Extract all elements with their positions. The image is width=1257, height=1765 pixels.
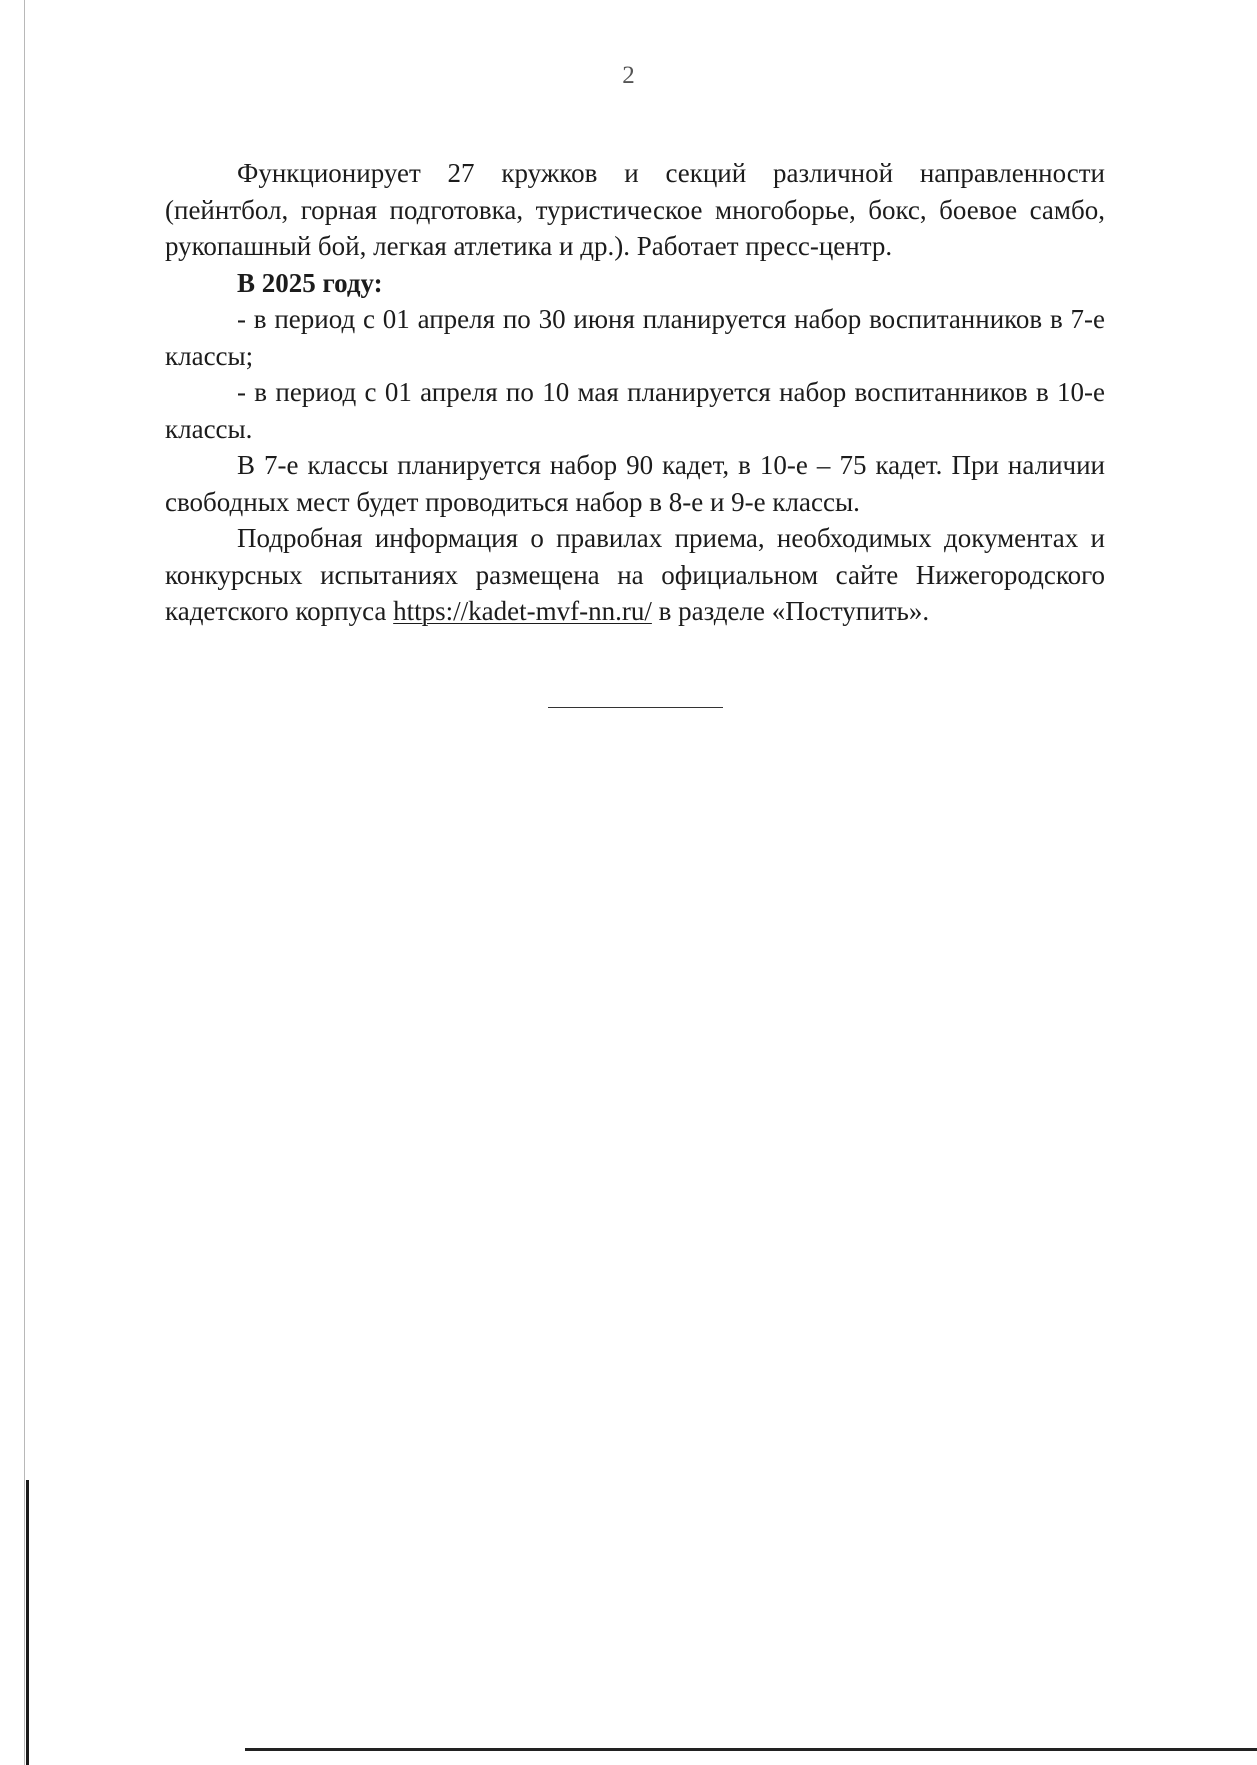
page-number: 2 [622, 62, 635, 89]
paragraph-admission-grade-7: - в период с 01 апреля по 30 июня планируется набор воспитанников в 7-е классы; [165, 304, 1105, 371]
scan-edge-bottom [245, 1748, 1257, 1751]
paragraph-admission-grade-10: - в период с 01 апреля по 10 мая планируется набор воспитанников в 10-е классы. [165, 377, 1105, 444]
scan-edge-left-mark [26, 1480, 29, 1765]
document-body [165, 155, 1105, 630]
end-of-text-rule [548, 707, 723, 708]
section-heading-2025: В 2025 году: [237, 267, 383, 298]
scan-edge-left [24, 0, 25, 1765]
more-info-section-text: в разделе «Поступить». [651, 596, 930, 626]
more-info-text: Подробная информация о правилах приема, необходимых документах и конкурсных испытаниях размещена на официальном сайте Нижегородского кадетского корпуса [165, 523, 1105, 626]
paragraph-more-info [165, 520, 1105, 630]
website-link[interactable]: https://kadet-mvf-nn.ru/ [393, 596, 652, 626]
paragraph-admission-quotas: В 7-е классы планируется набор 90 кадет, в 10-е – 75 кадет. При наличии свободных мест будет проводиться набор в 8-е и 9-е классы. [165, 450, 1105, 517]
paragraph-clubs: Функционирует 27 кружков и секций различной направленности (пейнтбол, горная подготовка, туристическое многоборье, бокс, боевое самбо, рукопашный бой, легкая атлетика и др.). Работает пресс-центр. [165, 158, 1105, 261]
